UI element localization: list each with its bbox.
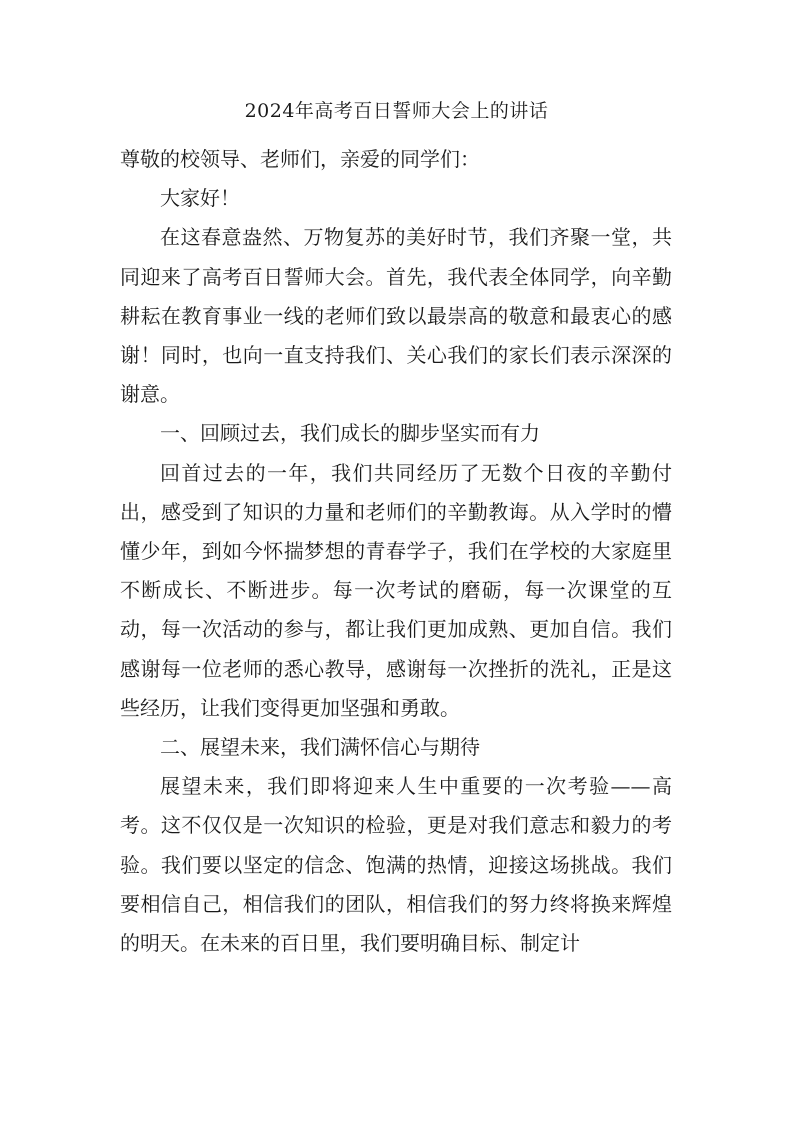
section-heading-1: 一、回顾过去，我们成长的脚步坚实而有力	[160, 421, 540, 446]
section-2-paragraph: 展望未来，我们即将迎来人生中重要的一次考验——高考。这不仅仅是一次知识的检验，更是对我们意志和毅力的考验。我们要以坚定的信念、饱满的热情，迎接这场挑战。我们要相信自己，相信我们的团队，相信我们的努力终将换来辉煌的明天。在未来的百日里，我们要明确目标、制定计	[120, 774, 672, 956]
section-heading-2: 二、展望未来，我们满怀信心与期待	[160, 735, 480, 760]
document-title: 2024年高考百日誓师大会上的讲话	[244, 100, 549, 122]
section-1-paragraph: 回首过去的一年，我们共同经历了无数个日夜的辛勤付出，感受到了知识的力量和老师们的辛勤教诲。从入学时的懵懂少年，到如今怀揣梦想的青春学子，我们在学校的大家庭里不断成长、不断进步。每一次考试的磨砺，每一次课堂的互动，每一次活动的参与，都让我们更加成熟、更加自信。我们感谢每一位老师的悉心教导，感谢每一次挫折的洗礼，正是这些经历，让我们变得更加坚强和勇敢。	[120, 460, 672, 720]
greeting-paragraph: 大家好！	[160, 186, 240, 211]
salutation: 尊敬的校领导、老师们，亲爱的同学们：	[120, 147, 480, 171]
document-body	[120, 140, 672, 963]
opening-paragraph: 在这春意盎然、万物复苏的美好时节，我们齐聚一堂，共同迎来了高考百日誓师大会。首先，我代表全体同学，向辛勤耕耘在教育事业一线的老师们致以最崇高的敬意和最衷心的感谢！同时，也向一直支持我们、关心我们的家长们表示深深的谢意。	[120, 225, 672, 407]
